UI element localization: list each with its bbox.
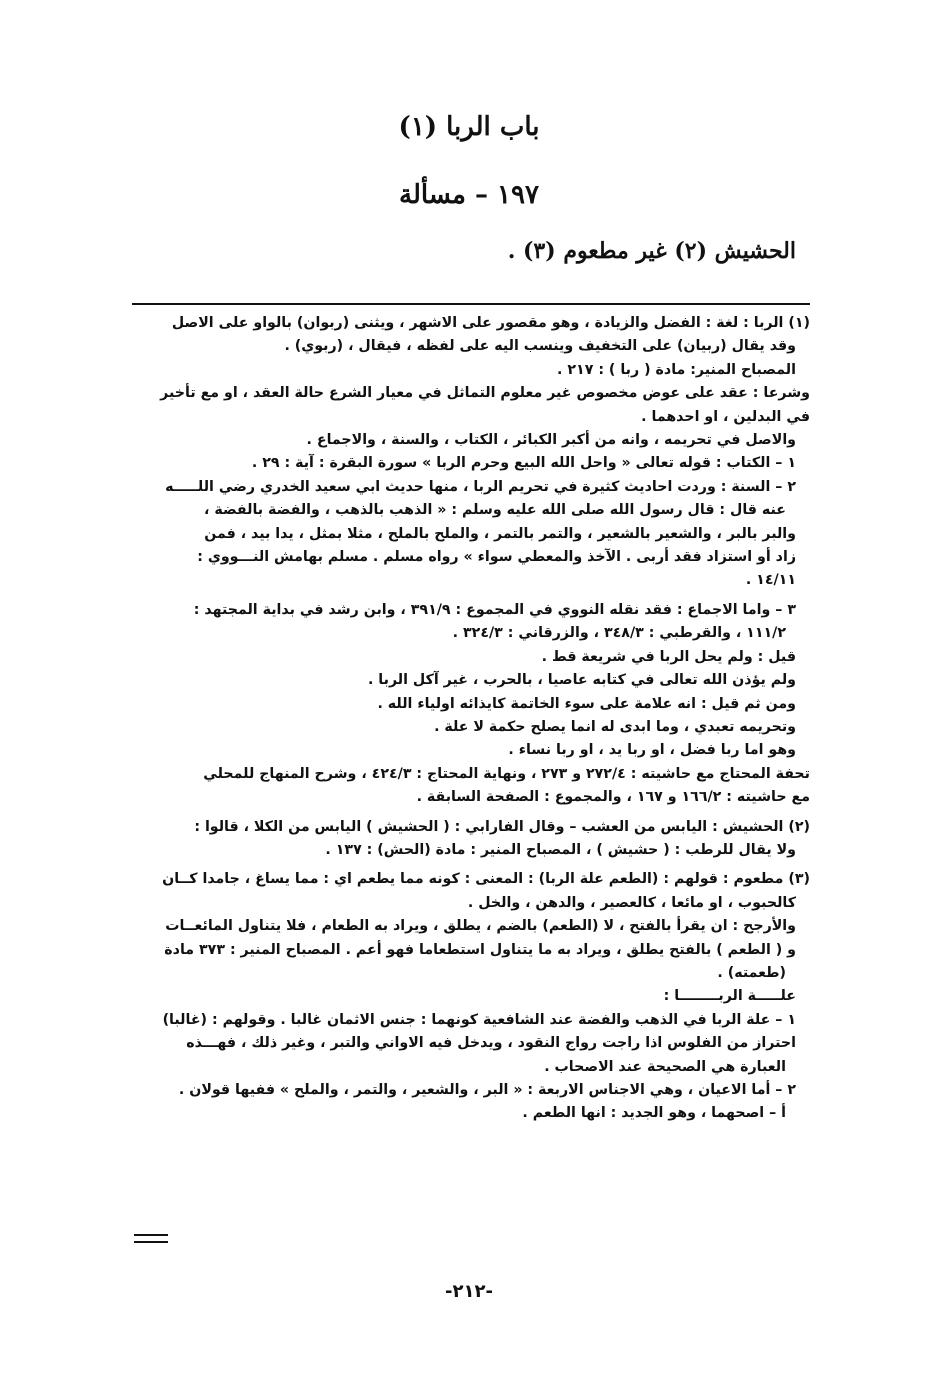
footnote-line: قيل : ولم يحل الربا في شريعة قط . [541, 648, 796, 665]
footnote-line: كالحبوب ، او مائعا ، كالعصير ، والدهن ، والخل . [467, 894, 796, 911]
footnote-line: وهو اما ربا فضل ، او ربا يد ، او ربا نساء . [508, 742, 796, 759]
footnote-line: ١٤/١١ . [745, 572, 796, 589]
footnote-line: أ – اصحهما ، وهو الجديد : انها الطعم . [522, 1105, 786, 1122]
footnote-line: احتراز من الفلوس اذا راجت رواج النقود ، ويدخل فيه الاواني والتبر ، وغير ذلك ، فهـــذه [186, 1035, 796, 1052]
footnote-line: علـــــة الربــــــــا : [663, 988, 796, 1005]
footnote-line: ١١١/٢ ، والقرطبي : ٣٤٨/٣ ، والزرقاني : ٣٢٤/٣ . [452, 625, 786, 642]
footnote-separator [132, 303, 810, 305]
chapter-title: باب الربا (١) [398, 112, 540, 142]
footnote-line: وشرعا : عقد على عوض مخصوص غير معلوم التماثل في معيار الشرع حالة العقد ، او مع تأخير [160, 385, 810, 402]
footnote-line: (١) الربا : لغة : الفضل والزيادة ، وهو مقصور على الاشهر ، ويثنى (ربوان) بالواو على الاصل [171, 315, 810, 331]
footnote-line: في البدلين ، او احدهما . [641, 408, 810, 425]
footnote-line: زاد أو استزاد فقد أربى . الآخذ والمعطي سواء » رواه مسلم . مسلم بهامش النـــووي : [197, 549, 796, 566]
footnote-line: العبارة هي الصحيحة عند الاصحاب . [544, 1058, 786, 1075]
footnote-line: ولم يؤذن الله تعالى في كتابه عاصيا ، بالحرب ، غير آكل الربا . [367, 672, 796, 689]
footnote-line: ١ – الكتاب : قوله تعالى « واحل الله البيع وحرم الربا » سورة البقرة : آية : ٢٩ . [251, 455, 796, 472]
footnotes [132, 312, 810, 1126]
footnote-line: ١ – علة الربا في الذهب والفضة عند الشافعية كونهما : جنس الاثمان غالبا . وقولهم : (غالبا) [162, 1011, 796, 1028]
page-number: -٢١٢- [445, 1281, 493, 1302]
footnote-line: ٣ – واما الاجماع : فقد نقله النووي في المجموع : ٣٩١/٩ ، وابن رشد في بداية المجتهد : [193, 601, 796, 618]
footnote-line: عنه قال : قال رسول الله صلى الله عليه وسلم : « الذهب بالذهب ، والفضة بالفضة ، [204, 502, 786, 519]
footnote-line: والاصل في تحريمه ، وانه من أكبر الكبائر ، الكتاب ، والسنة ، والاجماع . [306, 432, 796, 449]
footnote-line: وتحريمه تعبدي ، وما ابدى له انما يصلح حكمة لا علة . [434, 718, 796, 735]
end-mark [134, 1234, 168, 1243]
footnote-line: ومن ثم قيل : انه علامة على سوء الخاتمة كايذائه اولياء الله . [377, 695, 796, 712]
footnote-line: ٢ – السنة : وردت احاديث كثيرة في تحريم الربا ، منها حديث ابي سعيد الخدري رضي اللـــــه [165, 478, 796, 495]
footnote-line: (٢) الحشيش : اليابس من العشب – وقال الفارابي : ( الحشيش ) اليابس من الكلا ، قالوا : [194, 818, 810, 835]
footnote-line: والأرجح : ان يقرأ بالفتح ، لا (الطعم) بالضم ، يطلق ، ويراد به الطعام ، فلا يتناول المائعــات [165, 918, 796, 935]
footnote-line: و ( الطعم ) بالفتح يطلق ، ويراد به ما يتناول استطعاما فهو أعم . المصباح المنير : ٣٧٣ مادة [164, 941, 796, 958]
footnote-line: ولا يقال للرطب : ( حشيش ) ، المصباح المنير : مادة (الحش) : ١٣٧ . [325, 841, 796, 858]
footnote-line: والبر بالبر ، والشعير بالشعير ، والتمر بالتمر ، والملح بالملح ، مثلا بمثل ، يدا بيد ، فمن [204, 525, 796, 542]
footnote-line: تحفة المحتاج مع حاشيته : ٢٧٢/٤ و ٢٧٣ ، ونهاية المحتاج : ٤٢٤/٣ ، وشرح المنهاج للمحلي [203, 765, 810, 782]
footnote-line: (٣) مطعوم : قولهم : (الطعم علة الربا) : المعنى : كونه مما يطعم اي : مما يساغ ، جامدا كــان [162, 871, 810, 888]
footnote-line: ٢ – أما الاعيان ، وهي الاجناس الاربعة : « البر ، والشعير ، والتمر ، والملح » ففيها قولان . [178, 1082, 796, 1098]
footnote-line: مع حاشيته : ١٦٦/٢ و ١٦٧ ، والمجموع : الصفحة السابقة . [416, 789, 810, 806]
issue-title: ١٩٧ – مسألة [399, 180, 539, 210]
main-text: الحشيش (٢) غير مطعوم (٣) . [507, 238, 796, 264]
footnote-line: المصباح المنير: مادة ( ربا ) : ٢١٧ . [557, 361, 796, 378]
footnote-line: (طعمته) . [717, 964, 786, 981]
footnote-line: وقد يقال (ربيان) على التخفيف وينسب اليه على لفظه ، فيقال ، (ربوي) . [284, 338, 796, 355]
